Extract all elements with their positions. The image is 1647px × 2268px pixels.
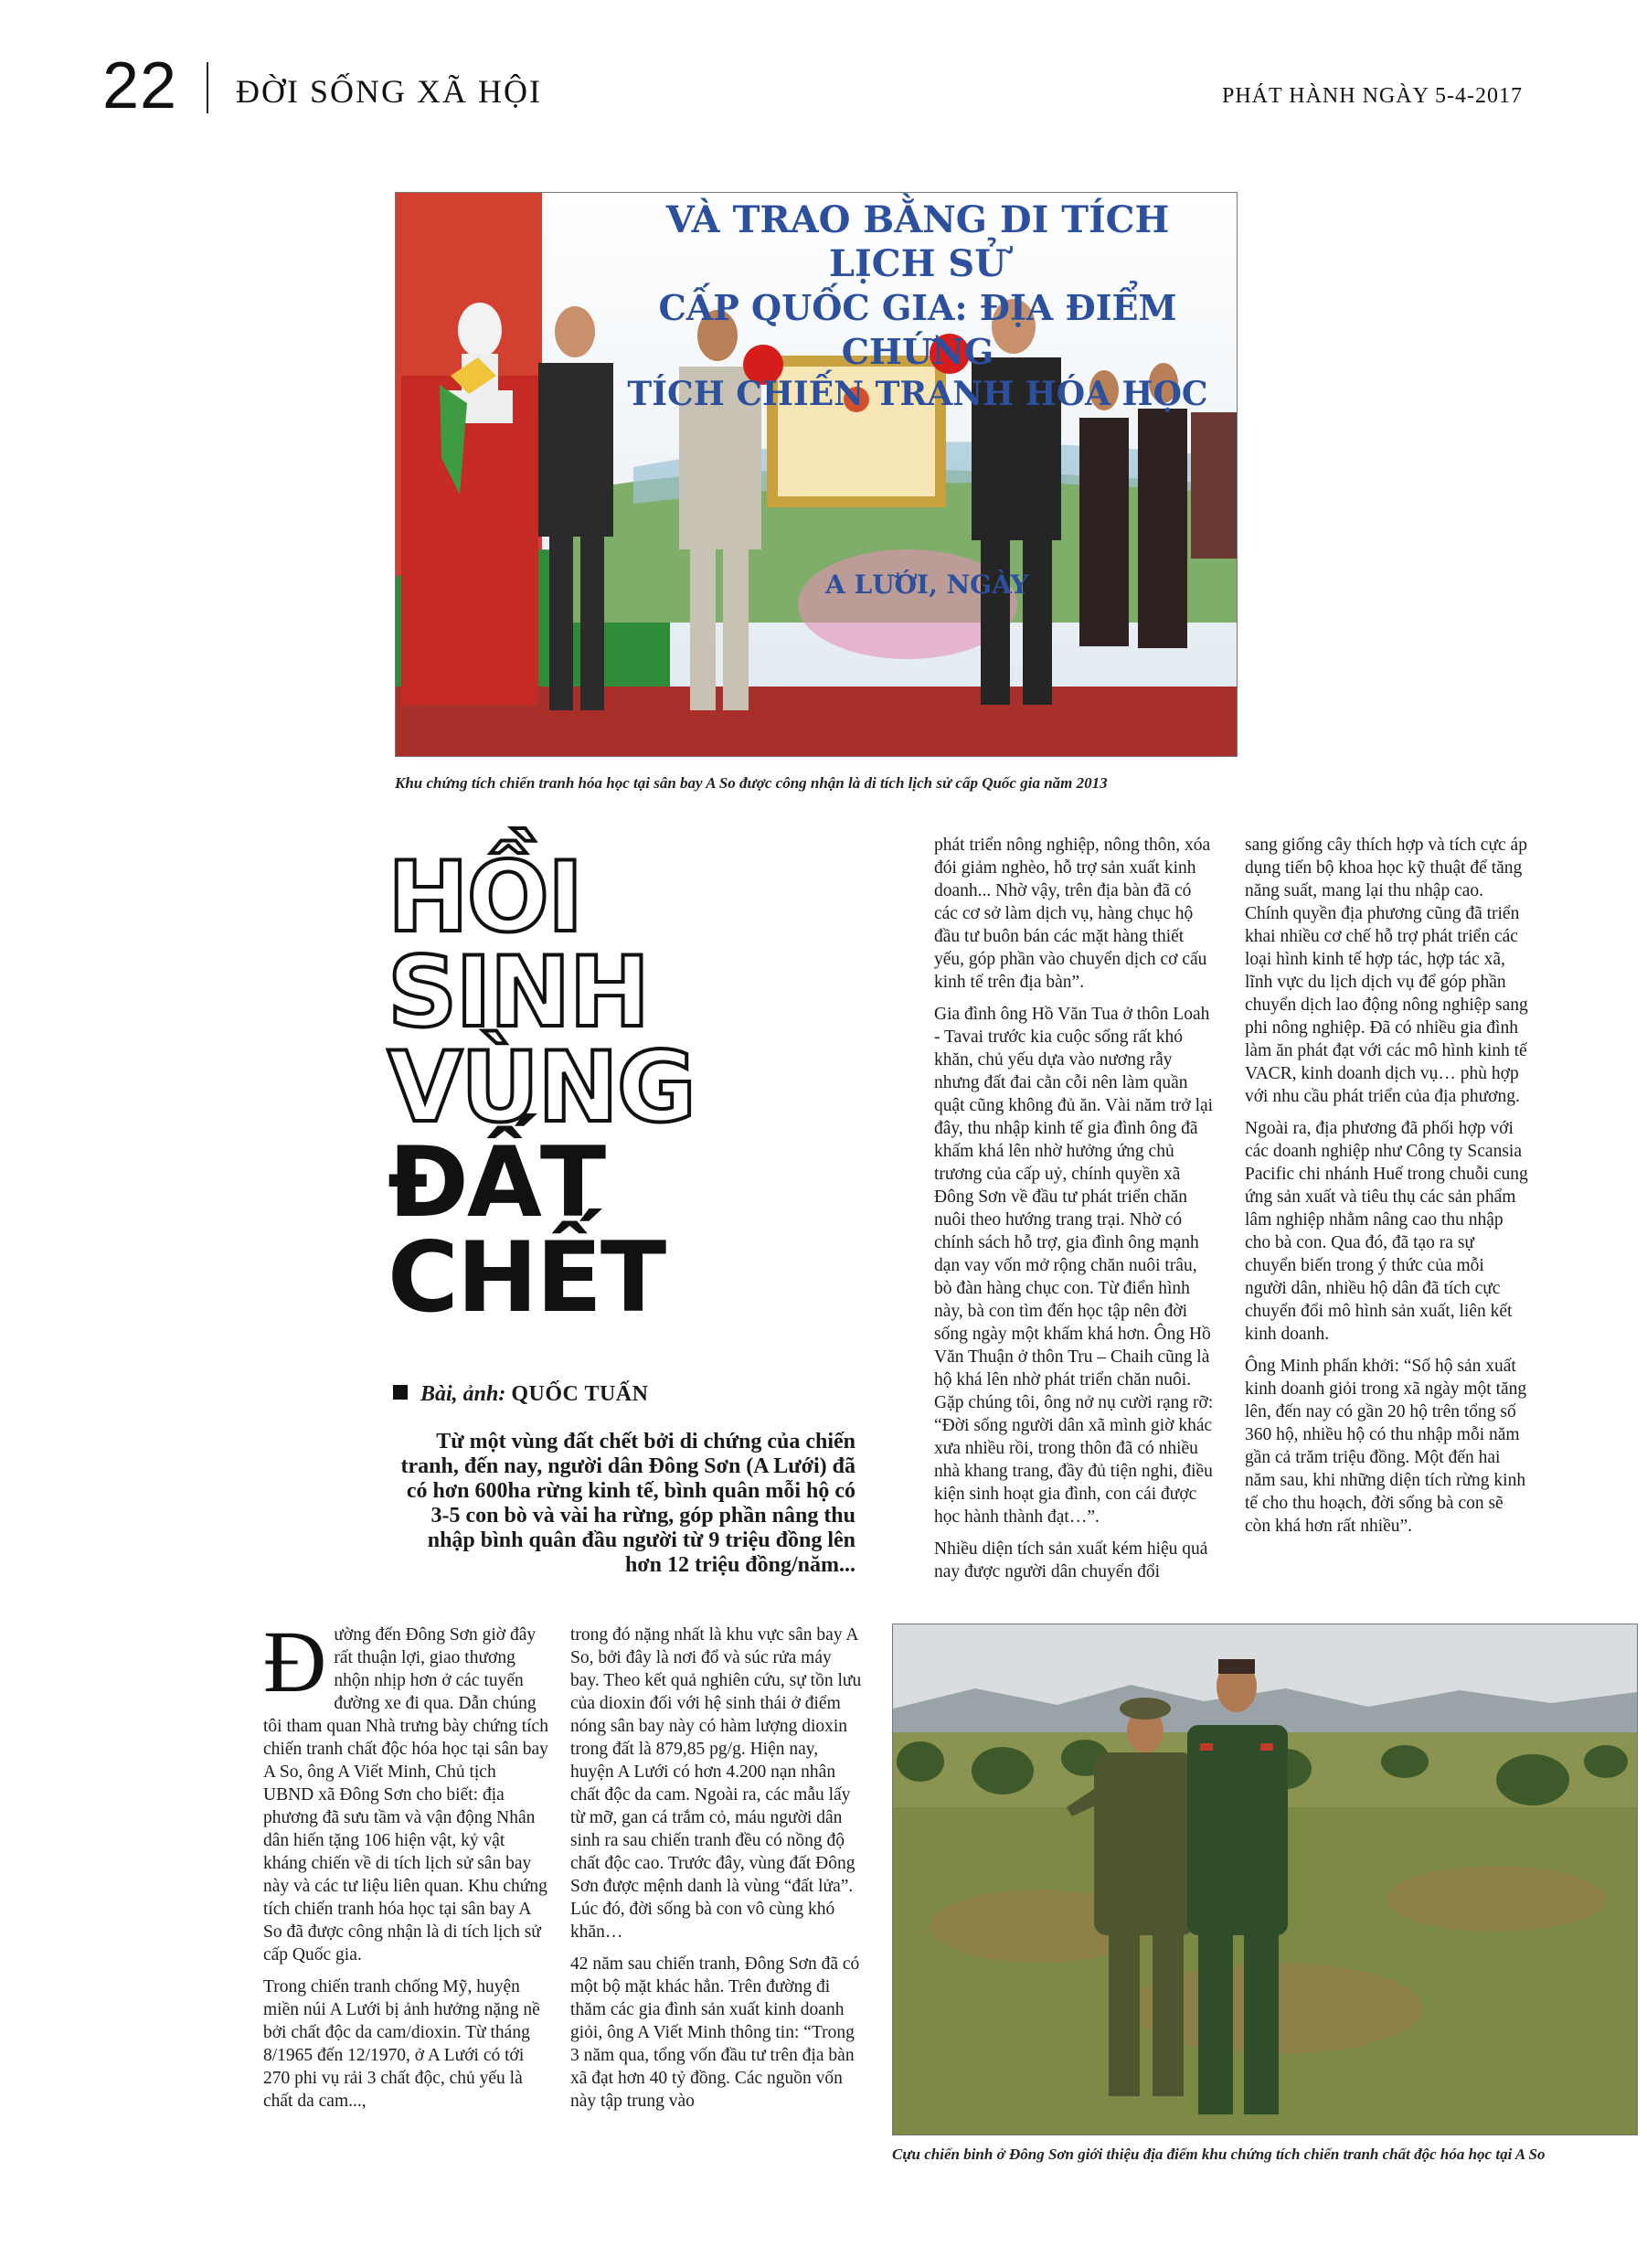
paragraph: trong đó nặng nhất là khu vực sân bay A So, bởi đây là nơi đổ và súc rửa máy bay. Theo kết quả nghiên cứu, sự tồn lưu của dioxin đối với hệ sinh thái ở điểm nóng sân bay này có hàm lượng dioxin trong đất là 879,85 pg/g. Hiện nay, huyện A Lưới có hơn 4.200 nạn nhân chất độc da cam. Ngoài ra, các mẫu lấy từ mỡ, gan cá trắm cỏ, máu người dân sinh ra sau chiến tranh đều có nồng độ chất độc cao. Trước đây, vùng đất Đông Sơn được mệnh danh là vùng “đất lửa”. Lúc đó, đời sống bà con vô cùng khó khăn… (570, 1625, 862, 1942)
veterans-photo (892, 1624, 1638, 2135)
page-number: 22 (102, 49, 178, 122)
paragraph: Nhiều diện tích sản xuất kém hiệu quả nay được người dân chuyển đổi (934, 1539, 1208, 1581)
byline-square-icon (393, 1385, 408, 1400)
section-title: ĐỜI SỐNG XÃ HỘI (236, 73, 542, 110)
paragraph: Trong chiến tranh chống Mỹ, huyện miền núi A Lưới bị ảnh hưởng nặng nề bởi chất độc da cam/dioxin. Từ tháng 8/1965 đến 12/1970, ở A Lưới có tới 270 phi vụ rải 3 chất độc, chủ yếu là chất da cam..., (263, 1977, 540, 2111)
drop-cap: Đ (263, 1613, 327, 1710)
byline-prefix: Bài, ảnh: (420, 1382, 506, 1406)
article-column-lower-2 (570, 1624, 865, 2122)
banner-line-2: CẤP QUỐC GIA: ĐỊA ĐIỂM CHỨNG (658, 287, 1177, 372)
headline-line-3: VÙNG (388, 1031, 695, 1144)
article-lead: Từ một vùng đất chết bởi di chứng của chiến tranh, đến nay, người dân Đông Sơn (A Lưới) đã có hơn 600ha rừng kinh tế, bình quân mỗi hộ có 3-5 con bò và vài ha rừng, góp phần nâng thu nhập bình quân đầu người từ 9 triệu đồng lên hơn 12 triệu đồng/năm... (400, 1430, 855, 1577)
byline (393, 1380, 648, 1408)
paragraph (263, 1613, 548, 1966)
headline-line-4: ĐẤT (388, 1126, 605, 1239)
article-column-upper-2 (1245, 834, 1530, 1547)
article-column-lower-1 (263, 1613, 548, 2122)
banner-location: A LƯỚI, NGÀY (825, 570, 1029, 600)
top-photo-caption: Khu chứng tích chiến tranh hóa học tại sân bay A So được công nhận là di tích lịch sử cấp Quốc gia năm 2013 (395, 774, 1108, 792)
bottom-photo-caption: Cựu chiến binh ở Đông Sơn giới thiệu địa điểm khu chứng tích chiến tranh chất độc hóa học tại A So (892, 2146, 1546, 2163)
paragraph: Ngoài ra, địa phương đã phối hợp với các doanh nghiệp như Công ty Scansia Pacific chi nhánh Huế trong chuỗi cung ứng sản xuất và tiêu thụ các sản phẩm lâm nghiệp nhằm nâng cao thu nhập cho bà con. Qua đó, đã tạo ra sự chuyển biến trong ý thức của mỗi người dân, nhiều hộ dân đã tích cực chuyển đổi mô hình sản xuất, liên kết kinh doanh. (1245, 1119, 1528, 1344)
ceremony-photo (395, 192, 1238, 757)
byline-author: QUỐC TUẤN (511, 1382, 649, 1406)
paragraph: Ông Minh phấn khởi: “Số hộ sản xuất kinh doanh giỏi trong xã ngày một tăng lên, đến nay có gần 20 hộ trên tổng số 360 hộ, nhiều hộ có thu nhập mỗi năm gần cả trăm triệu đồng. Một đến hai năm sau, khi những diện tích rừng kinh tế cho thu hoạch, đời sống bà con sẽ còn khá hơn rất nhiều”. (1245, 1357, 1527, 1536)
issue-date: PHÁT HÀNH NGÀY 5-4-2017 (1222, 84, 1523, 108)
paragraph: phát triển nông nghiệp, nông thôn, xóa đói giảm nghèo, hỗ trợ sản xuất kinh doanh... Nhờ vậy, trên địa bàn đã có các cơ sở làm dịch vụ, hàng chục hộ đầu tư buôn bán các mặt hàng thiết yếu, góp phần vào chuyển dịch cơ cấu kinh tế trên địa bàn”. (934, 836, 1211, 992)
paragraph: 42 năm sau chiến tranh, Đông Sơn đã có một bộ mặt khác hẳn. Trên đường đi thăm các gia đình sản xuất kinh doanh giỏi, ông A Viết Minh thông tin: “Trong 3 năm qua, tổng vốn đầu tư trên địa bàn xã đạt hơn 40 tỷ đồng. Các nguồn vốn này tập trung vào (570, 1954, 860, 2111)
header-divider (207, 62, 208, 113)
banner-line-3: TÍCH CHIẾN TRANH HÓA HỌC (627, 375, 1208, 413)
banner-line-1: VÀ TRAO BẰNG DI TÍCH LỊCH SỬ (665, 198, 1170, 285)
paragraph-text: ường đến Đông Sơn giờ đây rất thuận lợi, giao thương nhộn nhịp hơn ở các tuyến đường xe đi qua. Dẫn chúng tôi tham quan Nhà trưng bày chứng tích chiến tranh chất độc hóa học tại sân bay A So, ông A Viết Minh, Chủ tịch UBND xã Đông Sơn cho biết: địa phương đã sưu tầm và vận động Nhân dân hiến tặng 106 hiện vật, kỷ vật kháng chiến về di tích lịch sử sân bay này và các tư liệu liên quan. Khu chứng tích chiến tranh hóa học tại sân bay A So đã được công nhận là di tích lịch sử cấp Quốc gia. (263, 1625, 548, 1965)
article-headline (388, 841, 771, 1334)
paragraph: Gia đình ông Hồ Văn Tua ở thôn Loah - Tavai trước kia cuộc sống rất khó khăn, chủ yếu dựa vào nương rẫy nhưng đất đai cằn cỗi nên làm quần quật cũng không đủ ăn. Vài năm trở lại đây, thu nhập kinh tế gia đình ông đã khấm khá lên nhờ hưởng ứng chủ trương của cấp uỷ, chính quyền xã Đông Sơn về đầu tư phát triển chăn nuôi theo hướng trang trại. Nhờ có chính sách hỗ trợ, gia đình ông mạnh dạn vay vốn mở rộng chăn nuôi trâu, bò đàn hàng chục con. Từ điển hình này, bà con tìm đến học tập nên đời sống ngày một khấm khá hơn. Ông Hồ Văn Thuận ở thôn Tru – Chaih cũng là hộ khá lên nhờ phát triển chăn nuôi. Gặp chúng tôi, ông nở nụ cười rạng rỡ: “Đời sống người dân xã mình giờ khác xưa nhiều rồi, trong thôn đã có nhiều nhà khang trang, đầy đủ tiện nghi, điều kiện sinh hoạt gia đình, con cái được học hành thành đạt…”. (934, 1005, 1214, 1527)
headline-line-2: SINH (388, 936, 649, 1049)
headline-line-1: HỒI (388, 841, 582, 953)
headline-line-5: CHẾT (388, 1221, 665, 1334)
article-column-upper-1 (934, 834, 1216, 1592)
paragraph: sang giống cây thích hợp và tích cực áp dụng tiến bộ khoa học kỹ thuật để tăng năng suất, mang lại thu nhập cao. Chính quyền địa phương cũng đã triển khai nhiều cơ chế hỗ trợ phát triển các loại hình kinh tế hợp tác, hợp tác xã, lĩnh vực du lịch dịch vụ để góp phần chuyển dịch lao động nông nghiệp sang phi nông nghiệp. Đã có nhiều gia đình làm ăn phát đạt với các mô hình kinh tế VACR, kinh doanh dịch vụ… phù hợp với nhu cầu phát triển của địa phương. (1245, 836, 1528, 1106)
